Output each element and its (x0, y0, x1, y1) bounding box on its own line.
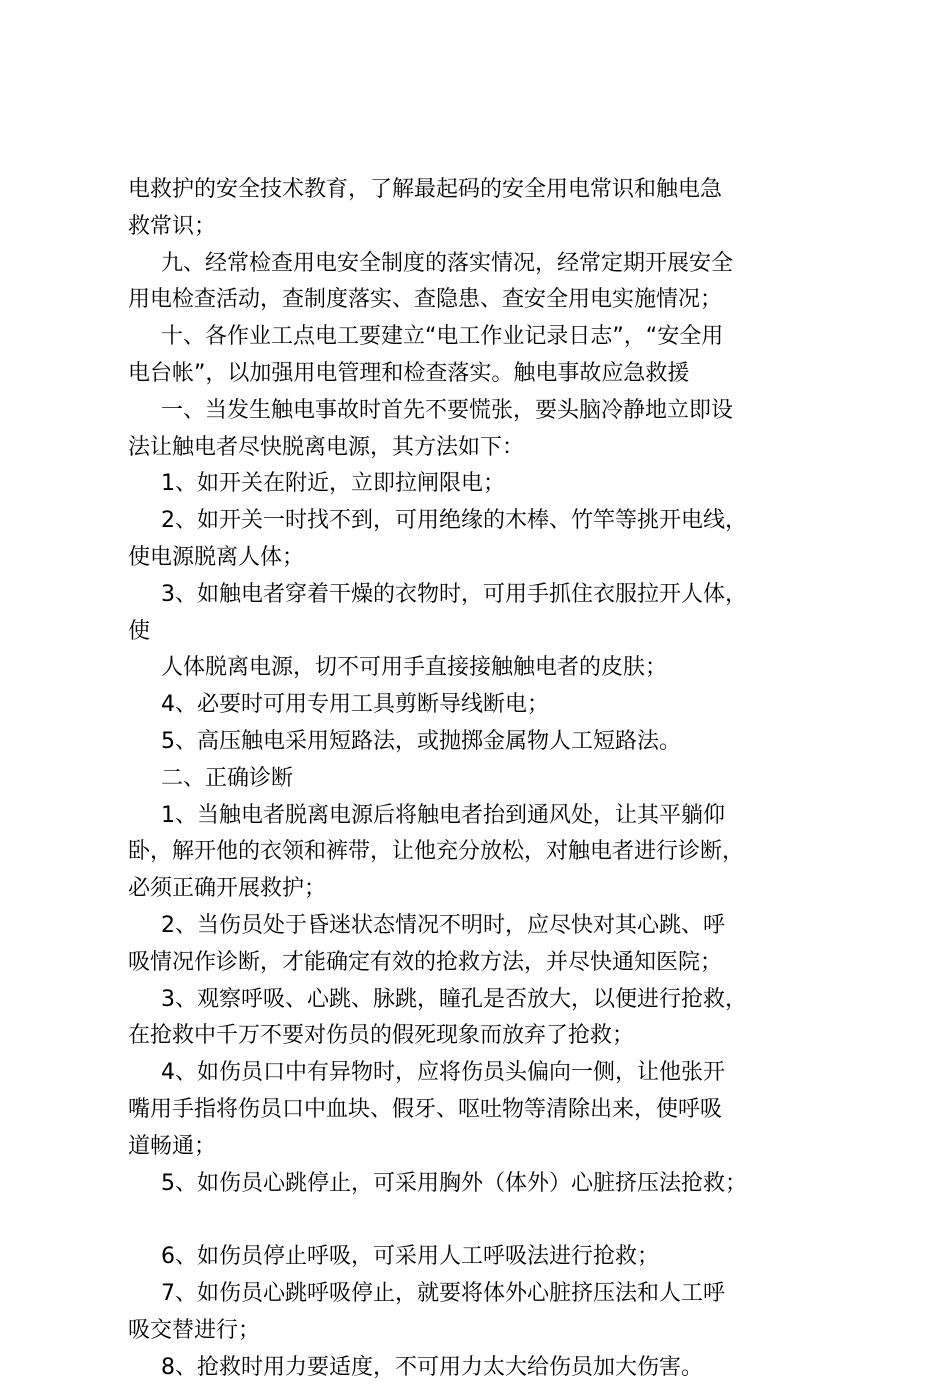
text-line: 1、当触电者脱离电源后将触电者抬到通风处，让其平躺仰 (128, 798, 848, 835)
text-line: 1、如开关在附近，立即拉闸限电； (128, 466, 848, 503)
text-line: 2、当伤员处于昏迷状态情况不明时，应尽快对其心跳、呼 (128, 908, 848, 945)
text-line: 必须正确开展救护； (128, 871, 848, 908)
text-line: 嘴用手指将伤员口中血块、假牙、呕吐物等清除出来，使呼吸 (128, 1092, 848, 1129)
document-body (128, 172, 848, 1386)
text-line: 6、如伤员停止呼吸，可采用人工呼吸法进行抢救； (128, 1239, 848, 1276)
text-line: 救常识； (128, 209, 848, 246)
text-line: 3、如触电者穿着干燥的衣物时，可用手抓住衣服拉开人体， (128, 577, 848, 614)
text-line: 十、各作业工点电工要建立“电工作业记录日志”，“安全用 (128, 319, 848, 356)
text-line: 吸情况作诊断，才能确定有效的抢救方法，并尽快通知医院； (128, 945, 848, 982)
text-line: 使 (128, 614, 848, 651)
text-line: 7、如伤员心跳呼吸停止，就要将体外心脏挤压法和人工呼 (128, 1276, 848, 1313)
text-line: 电台帐”，以加强用电管理和检查落实。触电事故应急救援 (128, 356, 848, 393)
text-line: 吸交替进行； (128, 1313, 848, 1350)
blank-line (128, 1202, 848, 1239)
text-line: 5、高压触电采用短路法，或抛掷金属物人工短路法。 (128, 724, 848, 761)
text-line: 用电检查活动，查制度落实、查隐患、查安全用电实施情况； (128, 282, 848, 319)
text-line: 5、如伤员心跳停止，可采用胸外（体外）心脏挤压法抢救； (128, 1166, 848, 1203)
text-line: 电救护的安全技术教育，了解最起码的安全用电常识和触电急 (128, 172, 848, 209)
text-line: 道畅通； (128, 1129, 848, 1166)
text-line: 卧，解开他的衣领和裤带，让他充分放松，对触电者进行诊断， (128, 834, 848, 871)
text-line: 使电源脱离人体； (128, 540, 848, 577)
text-line: 4、必要时可用专用工具剪断导线断电； (128, 687, 848, 724)
text-line: 九、经常检查用电安全制度的落实情况，经常定期开展安全 (128, 246, 848, 283)
text-line: 人体脱离电源，切不可用手直接接触触电者的皮肤； (128, 650, 848, 687)
text-line: 一、当发生触电事故时首先不要慌张，要头脑冷静地立即设 (128, 393, 848, 430)
text-line: 8、抢救时用力要适度，不可用力太大给伤员加大伤害。 (128, 1350, 848, 1386)
text-line: 3、观察呼吸、心跳、脉跳，瞳孔是否放大，以便进行抢救， (128, 982, 848, 1019)
text-line: 2、如开关一时找不到，可用绝缘的木棒、竹竿等挑开电线， (128, 503, 848, 540)
text-line: 4、如伤员口中有异物时，应将伤员头偏向一侧，让他张开 (128, 1055, 848, 1092)
text-line: 法让触电者尽快脱离电源，其方法如下： (128, 430, 848, 467)
text-line: 在抢救中千万不要对伤员的假死现象而放弃了抢救； (128, 1018, 848, 1055)
section-heading: 二、正确诊断 (128, 761, 848, 798)
